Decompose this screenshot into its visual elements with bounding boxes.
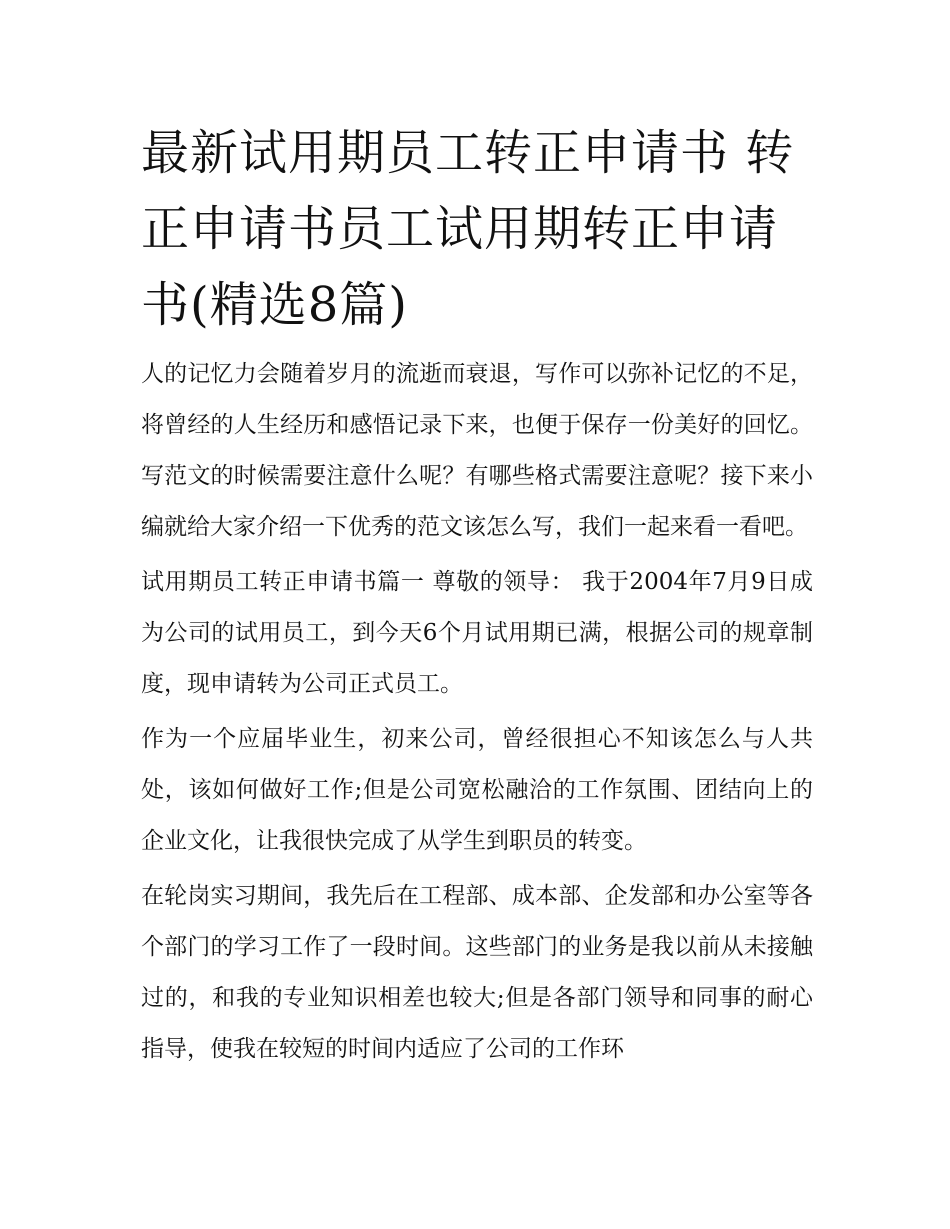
- paragraph-rotation: 在轮岗实习期间，我先后在工程部、成本部、企发部和办公室等各个部门的学习工作了一段时间。这些部门的业务是我以前从未接触过的，和我的专业知识相差也较大;但是各部门领导和同事的耐心指导，使我在较短的时间内适应了公司的工作环: [141, 883, 813, 1062]
- paragraph-adaptation: 作为一个应届毕业生，初来公司，曾经很担心不知该怎么与人共处，该如何做好工作;但是公司宽松融洽的工作氛围、团结向上的企业文化，让我很快完成了从学生到职员的转变。: [141, 726, 813, 854]
- document-body: [141, 115, 813, 1075]
- document-title: 最新试用期员工转正申请书 转正申请书员工试用期转正申请书(精选8篇): [141, 125, 795, 333]
- paragraph-application: 试用期员工转正申请书篇一 尊敬的领导： 我于2004年7月9日成为公司的试用员工，到今天6个月试用期已满，根据公司的规章制度，现申请转为公司正式员工。: [141, 569, 813, 697]
- paragraph-intro: 人的记忆力会随着岁月的流逝而衰退，写作可以弥补记忆的不足，将曾经的人生经历和感悟记录下来，也便于保存一份美好的回忆。写范文的时候需要注意什么呢？有哪些格式需要注意呢？接下来小编就给大家介绍一下优秀的范文该怎么写，我们一起来看一看吧。: [141, 361, 813, 540]
